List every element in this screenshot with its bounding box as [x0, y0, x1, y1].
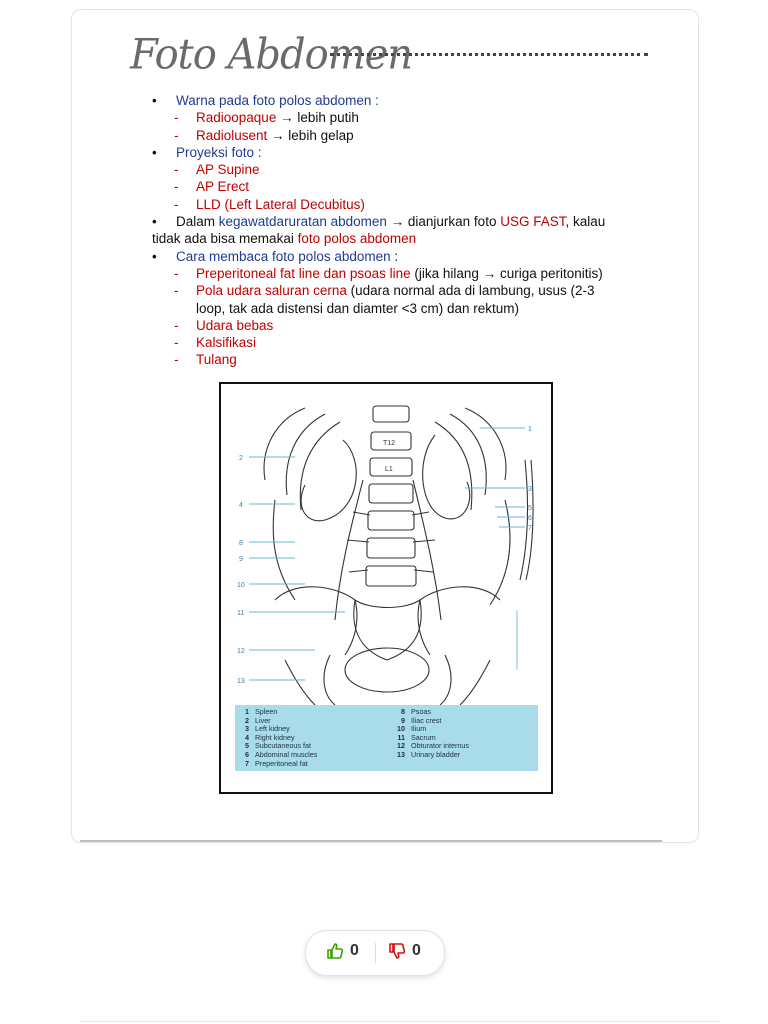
dash-marker: -: [174, 352, 179, 368]
text-run: Warna pada foto polos abdomen :: [176, 93, 379, 108]
legend-label: Iliac crest: [411, 715, 442, 725]
text-run: (udara normal ada di lambung, usus (2-3: [346, 283, 595, 299]
thumbs-down-icon: [388, 942, 406, 960]
diagram-label: 9: [239, 556, 243, 563]
list-item: [150, 230, 650, 247]
text-run: Tulang: [196, 352, 237, 368]
diagram-label: 13: [237, 678, 245, 685]
bullet-marker: •: [152, 144, 157, 160]
legend-column-right: [395, 708, 469, 760]
text-run: AP Erect: [196, 179, 250, 195]
diagram-label: 8: [239, 540, 243, 547]
list-item: [150, 248, 650, 265]
upvote-count: 0: [350, 942, 359, 959]
text-run: Preperitoneal fat line dan psoas line: [196, 265, 411, 281]
text-run: :: [390, 248, 399, 264]
thumbs-up-icon: [326, 942, 344, 960]
list-item: [150, 144, 650, 161]
legend-number: 12: [397, 741, 405, 751]
text-run: Kalsifikasi: [196, 335, 257, 351]
legend-number: 11: [397, 732, 405, 742]
text-run: loop, tak ada distensi dan diamter <3 cm) dan rektum): [196, 300, 520, 316]
legend-item: [239, 708, 317, 717]
dash-marker: -: [174, 265, 179, 281]
list-item: [150, 92, 650, 109]
text-run: Dalam: [176, 214, 219, 230]
list-item: [150, 127, 650, 144]
anatomy-illustration: [235, 400, 538, 705]
text-run: → dianjurkan foto: [386, 214, 501, 230]
legend-number: 13: [397, 749, 405, 759]
footer-divider: [80, 1021, 720, 1022]
diagram-label: 7: [528, 525, 532, 532]
vote-widget: [305, 930, 445, 976]
dash-marker: -: [174, 335, 179, 351]
diagram-legend: [235, 705, 538, 771]
page-title: Foto Abdomen: [130, 30, 413, 80]
text-run: Proyeksi foto :: [176, 144, 262, 160]
legend-item: [239, 760, 317, 769]
legend-label: Liver: [255, 715, 271, 725]
upvote-button[interactable]: [326, 942, 359, 960]
text-run: Pola udara saluran cerna: [196, 283, 347, 299]
diagram-label: 4: [239, 502, 243, 509]
text-run: Cara membaca foto polos abdomen: [176, 248, 391, 264]
legend-number: 10: [397, 724, 405, 734]
legend-label: Urinary bladder: [411, 749, 461, 759]
text-run: AP Supine: [196, 162, 260, 178]
dash-marker: -: [174, 317, 179, 333]
diagram-label: 12: [237, 648, 245, 655]
diagram-label: 5: [528, 505, 532, 512]
legend-item: [395, 751, 469, 760]
text-run: USG FAST: [500, 214, 566, 230]
legend-number: 4: [245, 732, 249, 742]
vertebra-label-l1: L1: [385, 466, 393, 473]
list-item: [150, 351, 650, 368]
text-run: → lebih gelap: [267, 127, 354, 143]
legend-number: 8: [401, 707, 405, 716]
legend-label: Psoas: [411, 707, 431, 716]
bullet-marker: •: [152, 248, 157, 264]
title-dotted-line: [330, 53, 648, 56]
diagram-label: 6: [528, 515, 532, 522]
legend-number: 5: [245, 741, 249, 751]
text-run: Udara bebas: [196, 317, 274, 333]
bullet-marker: •: [152, 214, 157, 230]
bullet-marker: •: [152, 93, 157, 108]
diagram-label: 11: [237, 610, 245, 617]
list-item: [150, 109, 650, 126]
legend-label: Subcutaneous fat: [255, 741, 311, 751]
list-item: [150, 196, 650, 213]
list-item: [150, 161, 650, 178]
text-run: (jika hilang → curiga peritonitis): [410, 265, 603, 281]
legend-label: Ilium: [411, 724, 427, 734]
downvote-count: 0: [412, 942, 421, 959]
legend-label: Spleen: [255, 707, 278, 716]
diagram-label: 2: [239, 455, 243, 462]
list-item: [150, 282, 650, 299]
dash-marker: -: [174, 162, 179, 178]
legend-column-left: [239, 708, 317, 768]
diagram-label: 1: [528, 426, 532, 433]
text-run: Radiolusent: [196, 127, 268, 143]
list-item: [150, 265, 650, 282]
vote-separator: [375, 943, 376, 963]
text-run: Radioopaque: [196, 110, 277, 126]
list-item: [150, 178, 650, 195]
downvote-button[interactable]: [388, 942, 421, 960]
list-item: [150, 334, 650, 351]
dash-marker: -: [174, 179, 179, 195]
legend-label: Preperitoneal fat: [255, 758, 308, 768]
legend-label: Left kidney: [255, 724, 290, 734]
dash-marker: -: [174, 283, 179, 299]
diagram-label: 10: [237, 582, 245, 589]
abdomen-xray-diagram: [219, 382, 553, 794]
legend-label: Obturator internus: [411, 741, 469, 751]
dash-marker: -: [174, 110, 179, 126]
legend-label: Right kidney: [255, 732, 295, 742]
notes-list: [150, 92, 650, 369]
legend-number: 9: [401, 715, 405, 725]
legend-label: Abdominal muscles: [255, 749, 318, 759]
dash-marker: -: [174, 196, 179, 212]
legend-item: [395, 717, 469, 726]
text-run: → lebih putih: [276, 110, 359, 126]
list-item: [150, 213, 650, 230]
text-run: , kalau: [565, 214, 606, 230]
text-run: kegawatdaruratan abdomen: [218, 214, 387, 230]
dash-marker: -: [174, 127, 179, 143]
legend-number: 6: [245, 749, 249, 759]
legend-number: 1: [245, 707, 249, 716]
card-divider: [80, 840, 662, 842]
legend-number: 2: [245, 715, 249, 725]
diagram-label: 3: [528, 486, 532, 493]
legend-number: 3: [245, 724, 249, 734]
legend-number: 7: [245, 758, 249, 768]
vertebra-label-t12: T12: [383, 440, 396, 447]
text-run: LLD (Left Lateral Decubitus): [196, 196, 365, 212]
text-run: foto polos abdomen: [297, 231, 417, 247]
text-run: tidak ada bisa memakai: [152, 231, 298, 247]
legend-label: Sacrum: [411, 732, 436, 742]
list-item: [150, 317, 650, 334]
list-item: [150, 300, 650, 317]
